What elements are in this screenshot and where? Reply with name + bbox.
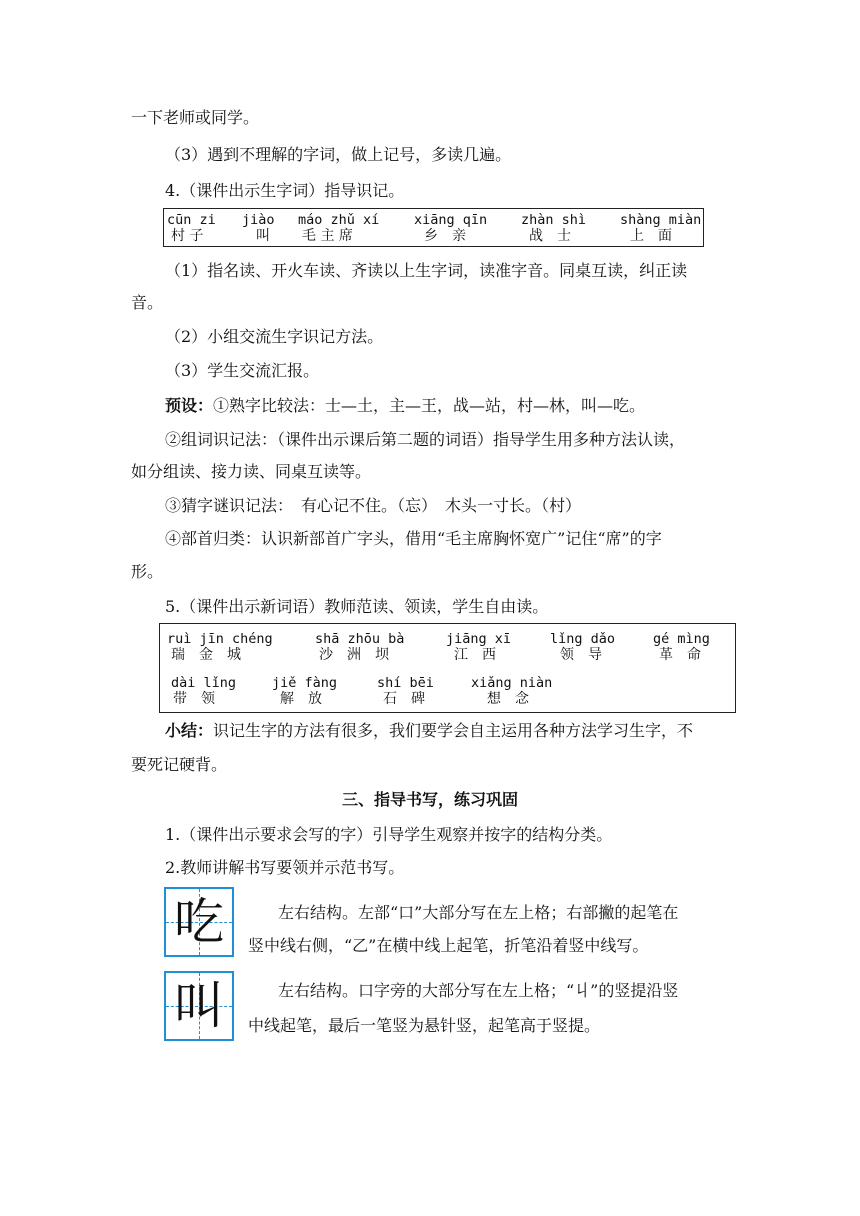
pinyin: jiě fàng [272,675,338,691]
paragraph-write-2: 2.教师讲解书写要领并示范书写。 [165,858,405,877]
word-item [298,212,379,244]
pinyin: cūn zi [167,212,216,228]
paragraph-write-1: 1.（课件出示要求会写的字）引导学生观察并按字的结构分类。 [165,825,613,844]
pinyin: jiào [242,212,275,228]
writing-desc-line: 中线起笔，最后一笔竖为悬针竖，起笔高于竖提。 [248,1016,601,1035]
writing-desc-line: 竖中线右侧，“乙”在横中线上起笔，折笔沿着竖中线写。 [248,936,649,955]
pinyin: shàng miàn [620,212,702,228]
new-words-box-1 [163,208,704,247]
hanzi: 带 领 [173,691,215,707]
word-item [446,631,511,663]
pinyin: dài lǐng [171,675,237,691]
word-item [620,212,701,244]
paragraph-preset [165,396,645,416]
word-item [414,212,487,244]
paragraph-step-3: （3）遇到不理解的字词，做上记号，多读几遍。 [165,145,512,164]
pinyin: ruì jīn chéng [167,631,273,647]
paragraph-continuation: 一下老师或同学。 [131,108,260,127]
hanzi: 叫 [256,228,270,244]
preset-text: ①熟字比较法：士—土，主—王，战—站，村—林，叫—吃。 [213,396,646,415]
pinyin: xiǎng niàn [471,675,553,691]
paragraph-method-4-cont: 形。 [131,562,164,581]
section-heading: 三、指导书写，练习巩固 [341,790,518,809]
word-item [315,631,404,663]
hanzi: 沙 洲 坝 [319,647,389,663]
pinyin: zhàn shì [521,212,587,228]
paragraph-sub-1-cont: 音。 [131,293,164,312]
pinyin: jiāng xī [446,631,512,647]
paragraph-method-2-cont: 如分组读、接力读、同桌互读等。 [131,462,372,481]
hanzi: 战 士 [529,228,571,244]
paragraph-sub-3: （3）学生交流汇报。 [165,361,320,380]
word-item [377,675,434,707]
hanzi: 革 命 [659,647,701,663]
word-item [471,675,552,707]
paragraph-sub-2: （2）小组交流生字识记方法。 [165,327,384,346]
hanzi: 上 面 [630,228,672,244]
writing-grid-chi [164,887,234,957]
paragraph-method-3: ③猜字谜识记法： 有心记不住。（忘） 木头一寸长。（村） [165,496,582,515]
word-item [653,631,710,663]
paragraph-method-4: ④部首归类：认识新部首广字头，借用“毛主席胸怀宽广”记住“席”的字 [165,529,662,548]
writing-character: 吃 [174,893,224,951]
paragraph-method-2: ②组词识记法：（课件出示课后第二题的词语）指导学生用多种方法认读， [165,430,686,449]
paragraph-summary [165,721,693,741]
pinyin: xiāng qīn [414,212,488,228]
paragraph-sub-1: （1）指名读、开火车读、齐读以上生字词，读准字音。同桌互读，纠正读 [165,261,688,280]
hanzi: 领 导 [560,647,602,663]
writing-character: 叫 [174,977,224,1035]
hanzi: 解 放 [280,691,322,707]
hanzi: 乡 亲 [424,228,466,244]
pinyin: máo zhǔ xí [298,212,380,228]
writing-grid-jiao [164,971,234,1041]
hanzi: 村 子 [171,228,204,244]
hanzi: 毛 主 席 [302,228,353,244]
pinyin: shí bēi [377,675,434,691]
word-item [167,212,216,244]
hanzi: 石 碑 [383,691,425,707]
pinyin: shā zhōu bà [315,631,405,647]
summary-label: 小结： [165,721,214,740]
word-item [167,631,273,663]
writing-desc-line: 左右结构。口字旁的大部分写在左上格；“丩”的竖提沿竖 [278,981,679,1000]
paragraph-step-5: 5.（课件出示新词语）教师范读、领读，学生自由读。 [165,597,549,616]
paragraph-summary-cont: 要死记硬背。 [131,755,228,774]
hanzi: 瑞 金 城 [171,647,241,663]
word-item [272,675,337,707]
word-item [242,212,275,244]
word-item [521,212,586,244]
word-item [550,631,615,663]
preset-label: 预设： [165,396,214,415]
hanzi: 江 西 [454,647,496,663]
writing-desc-line: 左右结构。左部“口”大部分写在左上格；右部撇的起笔在 [278,903,679,922]
pinyin: lǐng dǎo [550,631,616,647]
new-words-box-2 [159,623,736,713]
summary-text: 识记生字的方法有很多，我们要学会自主运用各种方法学习生字，不 [213,721,694,740]
word-item [171,675,236,707]
pinyin: gé mìng [653,631,710,647]
paragraph-step-4: 4.（课件出示生字词）指导识记。 [165,181,405,200]
hanzi: 想 念 [487,691,529,707]
